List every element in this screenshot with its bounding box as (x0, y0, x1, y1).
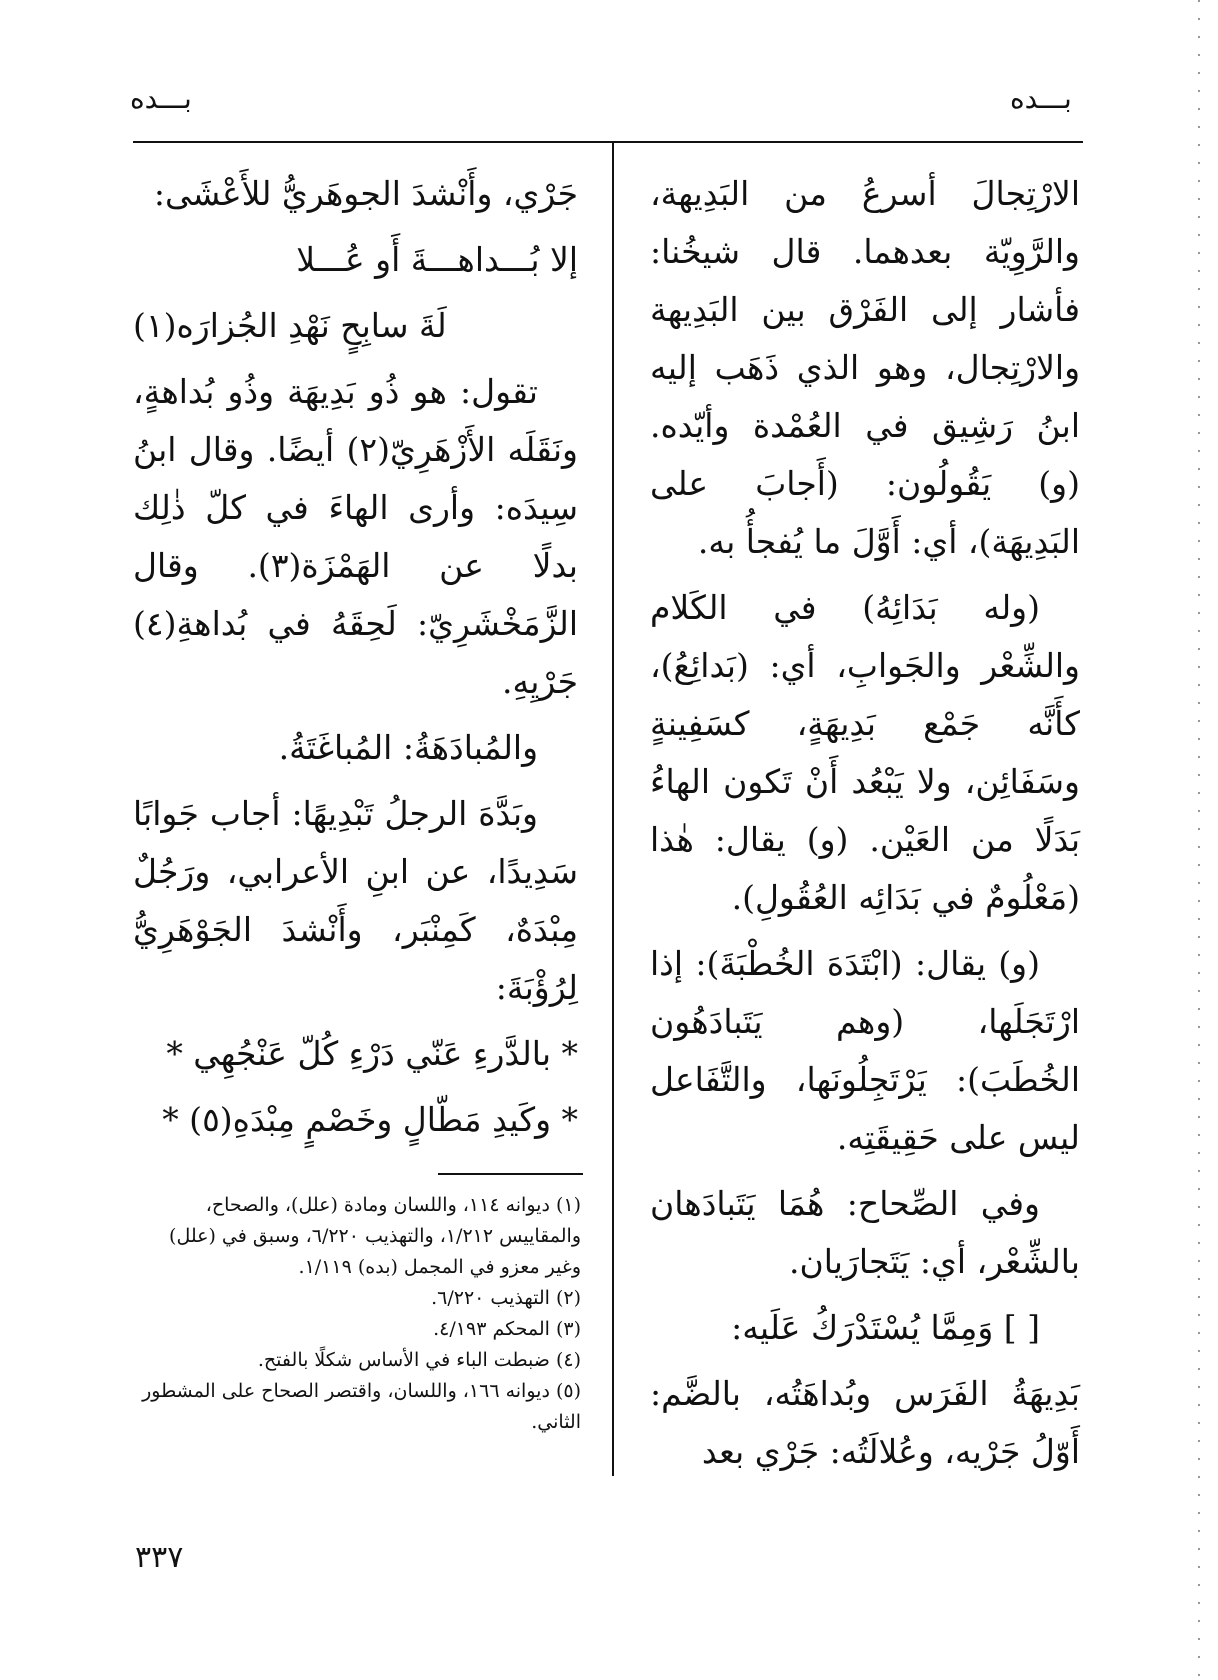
scan-edge-dots (1198, 0, 1200, 1680)
footnote: (١) ديوانه ١١٤، واللسان ومادة (علل)، والصحاح، والمقاييس ١/٢١٢، والتهذيب ٦/٢٢٠، وسبق في (علل) وغير معزو في المجمل (بده) ١/١١٩. (169, 1194, 581, 1278)
paragraph: (وله بَدَائِهُ) في الكَلام والشِّعْر والجَوابِ، أي: (بَدائِعُ)، كأَنَّه جَمْع بَدِيهَةٍ، كسَفِينةٍ وسَفَائِن، ولا يَبْعُد أَنْ تَكون الهاءُ بَدَلًا من العَيْن. (و) يقال: هٰذا (مَعْلُومٌ في بَدَائِه العُقُولِ). (650, 588, 1080, 917)
footnote: (٢) التهذيب ٦/٢٢٠. (431, 1287, 581, 1309)
paragraph: (و) يقال: (ابْتَدَهَ الخُطْبَةَ): إذا ارْتَجَلَها، (وهم يَتَبادَهُون الخُطَبَ): يَرْتَجِلُونَها، والتَّفَاعل ليس على حَقِيقَتِه. (650, 944, 1080, 1157)
running-header-left: بـــده (130, 82, 192, 115)
left-column (133, 165, 578, 1157)
paragraph: والمُبادَهَةُ: المُباغَتَةُ. (278, 728, 538, 767)
verse-line: * بالدَّرءِ عَنّي دَرْءِ كُلّ عَنْجُهِي * (166, 1034, 578, 1073)
verse-line: * وكَيدِ مَطّالٍ وخَصْمٍ مِبْدَهِ(٥) * (162, 1100, 578, 1139)
footnote: (٥) ديوانه ١٦٦، واللسان، واقتصر الصحاح على المشطور الثاني. (142, 1380, 581, 1433)
right-column (650, 165, 1080, 1489)
paragraph: الارْتِجالَ أسرعُ من البَدِيهة، والرَّوِيّة بعدهما. قال شيخُنا: فأشار إلى الفَرْق بين البَدِيهة والارْتِجال، وهو الذي ذَهَب إليه ابنُ رَشِيق في العُمْدة وأيّده. (و) يَقُولُون: (أَجابَ على البَدِيهَة)، أي: أَوَّلَ ما يُفجأُ به. (650, 174, 1080, 561)
running-header-right: بـــده (1010, 82, 1072, 115)
header-rule (133, 141, 1083, 143)
footnote: (٤) ضبطت الباء في الأساس شكلًا بالفتح. (257, 1349, 581, 1371)
paragraph: وبَدَّهَ الرجلُ تَبْدِيهًا: أجاب جَوابًا سَدِيدًا، عن ابنِ الأعرابي، ورَجُلٌ مِبْدَهٌ، كَمِنْبَر، وأَنْشدَ الجَوْهَرِيُّ لِرُؤْبَةَ: (133, 794, 578, 1007)
paragraph: وفي الصِّحاح: هُمَا يَتَبادَهان بالشِّعْر، أي: يَتَجارَيان. (650, 1184, 1080, 1281)
footnotes (133, 1190, 581, 1438)
page-number: ٣٣٧ (135, 1540, 184, 1575)
paragraph: بَدِيهَةُ الفَرَس وبُداهَتُه، بالضَّم: أَوّلُ جَرْيه، وعُلالَتُه: جَرْي بعد (650, 1374, 1080, 1471)
footnote-rule (438, 1173, 583, 1175)
verse-line: لَةَ سابِحٍ نَهْدِ الجُزارَه(١) (133, 306, 447, 345)
verse-line: إلا بُـــداهـــةَ أَو عُـــلا (296, 240, 578, 279)
paragraph: [ ] وَمِمَّا يُسْتَدْرَكُ عَلَيه: (731, 1308, 1040, 1347)
paragraph: جَرْي، وأَنْشدَ الجوهَريُّ للأَعْشَى: (153, 174, 578, 213)
column-separator (612, 141, 614, 1476)
paragraph: تقول: هو ذُو بَدِيهَة وذُو بُداهةٍ، ونَقَلَه الأَزْهَرِيّ(٢) أيضًا. وقال ابنُ سِيدَه: وأرى الهاءَ في كلّ ذٰلِك بدلًا عن الهَمْزَة(٣). وقال الزَّمَخْشَرِيّ: لَحِقَهُ في بُداهةِ(٤) جَرْيِهِ. (133, 372, 578, 701)
footnote: (٣) المحكم ٤/١٩٣. (433, 1318, 581, 1340)
